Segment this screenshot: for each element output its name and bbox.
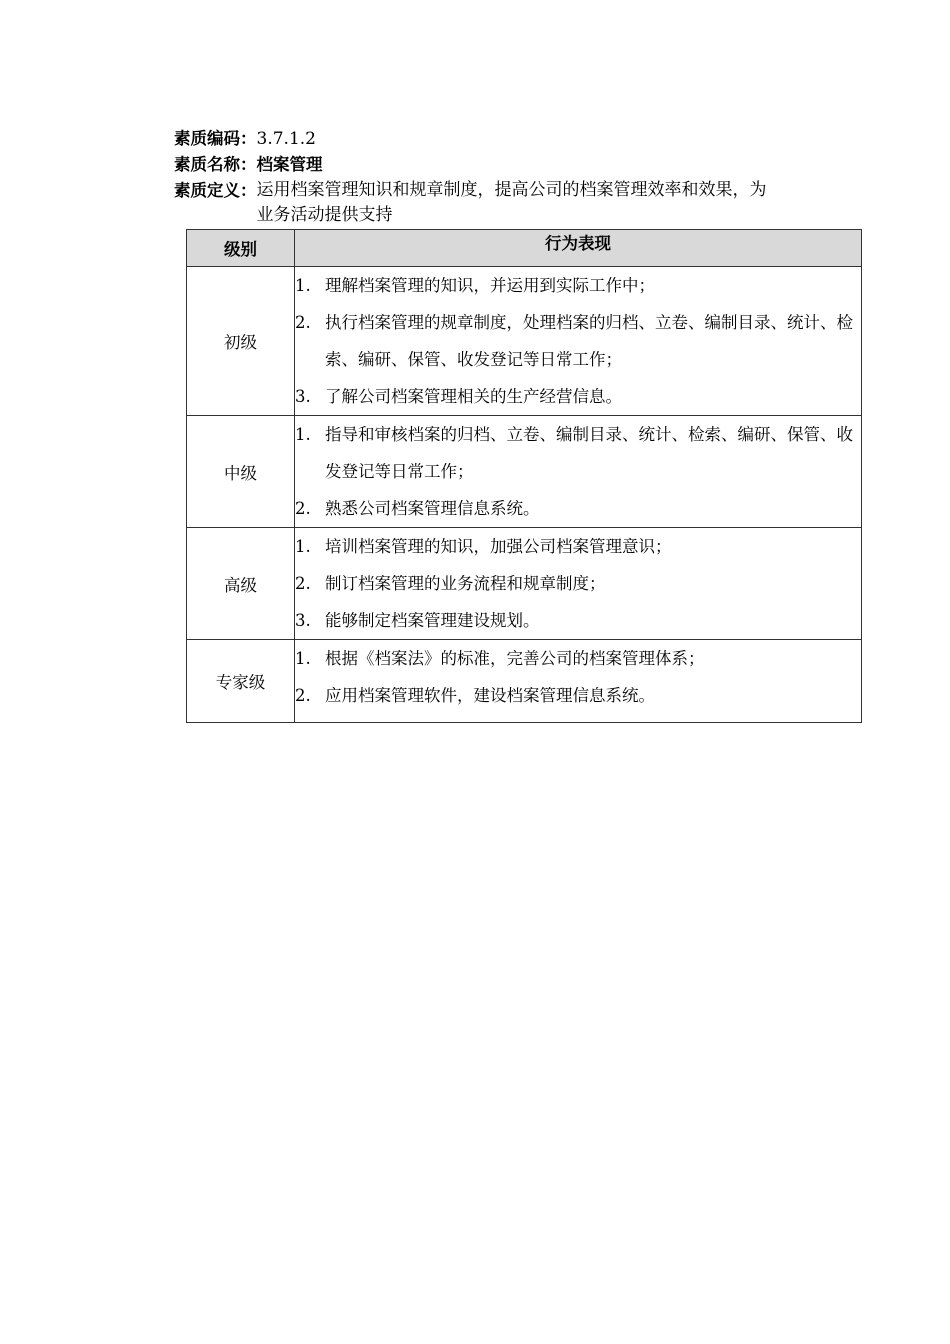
behavior-cell	[295, 640, 862, 723]
item-text: 理解档案管理的知识，并运用到实际工作中；	[325, 276, 655, 295]
competency-definition-row	[174, 178, 814, 228]
item-text: 执行档案管理的规章制度，处理档案的归档、立卷、编制目录、统计、检索、编研、保管、收发登记等日常工作；	[325, 313, 853, 369]
item-number: 2.	[295, 574, 311, 593]
table-row	[187, 528, 862, 640]
item-number: 2.	[295, 313, 311, 332]
item-number: 1.	[295, 649, 311, 668]
item-text: 应用档案管理软件，建设档案管理信息系统。	[325, 686, 655, 705]
list-item	[295, 378, 861, 415]
item-text: 指导和审核档案的归档、立卷、编制目录、统计、检索、编研、保管、收发登记等日常工作；	[325, 425, 853, 481]
competency-definition-value: 运用档案管理知识和规章制度，提高公司的档案管理效率和效果，为业务活动提供支持	[256, 180, 767, 225]
list-item	[295, 640, 861, 677]
item-number: 2.	[295, 686, 311, 705]
table-row	[187, 416, 862, 528]
behavior-cell	[295, 528, 862, 640]
level-cell: 初级	[187, 267, 295, 416]
level-cell: 中级	[187, 416, 295, 528]
list-item	[295, 490, 861, 527]
competency-name-label: 素质名称：	[174, 155, 257, 174]
list-item	[295, 565, 861, 602]
behavior-cell	[295, 416, 862, 528]
behavior-cell	[295, 267, 862, 416]
item-text: 制订档案管理的业务流程和规章制度；	[325, 574, 606, 593]
table-header-row	[187, 230, 862, 267]
table-row	[187, 640, 862, 723]
item-text: 能够制定档案管理建设规划。	[325, 611, 540, 630]
item-number: 3.	[295, 387, 311, 406]
header-level: 级别	[187, 230, 295, 267]
item-number: 1.	[295, 537, 311, 556]
list-item	[295, 267, 861, 304]
list-item	[295, 602, 861, 639]
item-number: 3.	[295, 611, 311, 630]
level-cell: 专家级	[187, 640, 295, 723]
behavior-table	[186, 229, 862, 723]
item-number: 1.	[295, 276, 311, 295]
item-text: 培训档案管理的知识，加强公司档案管理意识；	[325, 537, 672, 556]
list-item	[295, 528, 861, 565]
item-text: 熟悉公司档案管理信息系统。	[325, 499, 540, 518]
header-behavior: 行为表现	[295, 230, 862, 267]
level-cell: 高级	[187, 528, 295, 640]
competency-code-label: 素质编码：	[174, 129, 257, 148]
item-text: 了解公司档案管理相关的生产经营信息。	[325, 387, 622, 406]
list-item	[295, 677, 861, 714]
competency-name-row	[174, 152, 814, 178]
item-number: 2.	[295, 499, 311, 518]
list-item	[295, 304, 861, 378]
competency-code-row	[174, 126, 814, 152]
competency-code-value: 3.7.1.2	[256, 129, 316, 149]
list-item	[295, 416, 861, 490]
competency-header	[174, 126, 814, 228]
item-number: 1.	[295, 425, 311, 444]
competency-definition-label: 素质定义：	[174, 181, 257, 200]
table-row	[187, 267, 862, 416]
item-text: 根据《档案法》的标准，完善公司的档案管理体系；	[325, 649, 705, 668]
competency-name-value: 档案管理	[256, 155, 323, 174]
